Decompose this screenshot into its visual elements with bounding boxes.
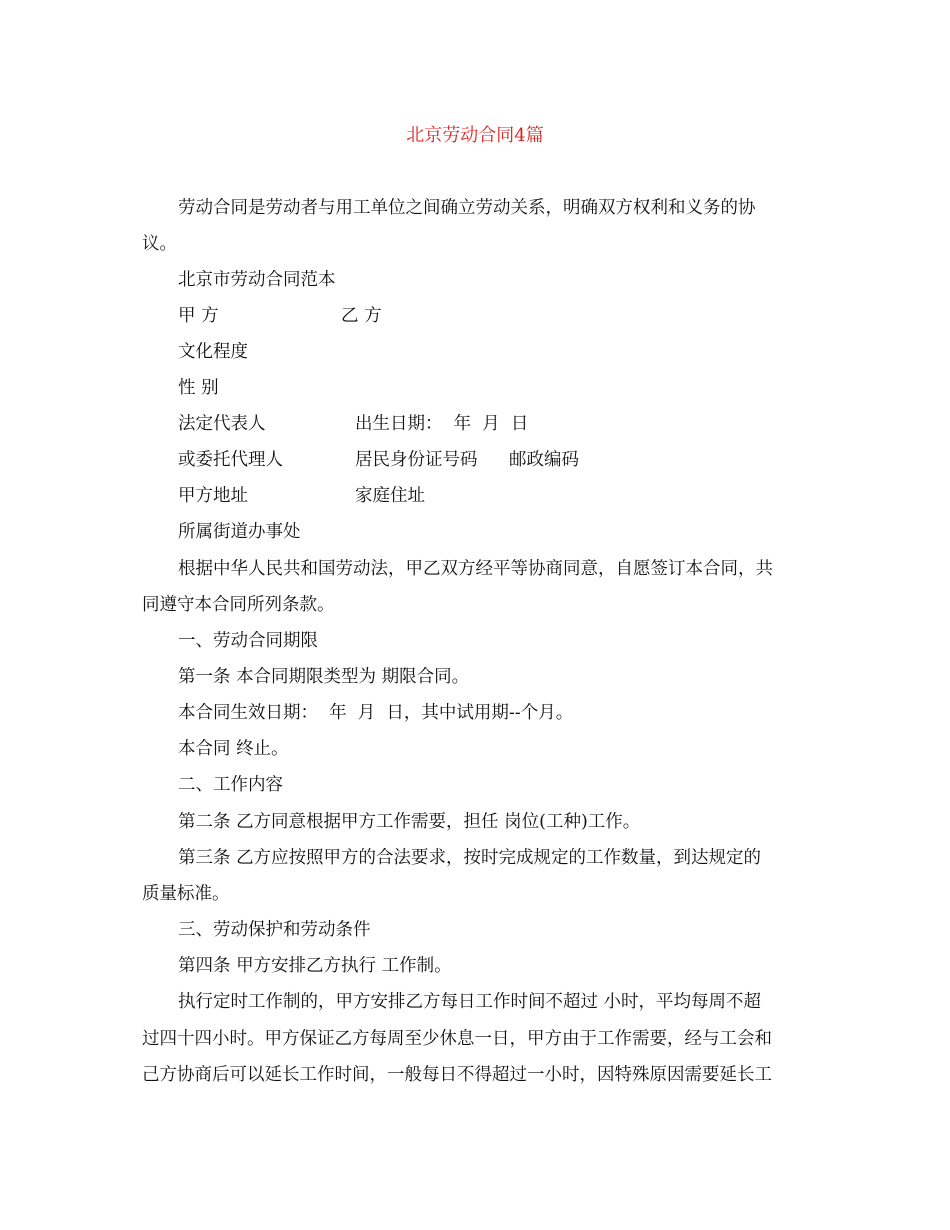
basis-line-1: 根据中华人民共和国劳动法，甲乙双方经平等协商同意，自愿签订本合同，共 — [178, 559, 773, 579]
birth-date-label: 出生日期： 年 月 日 — [355, 414, 529, 434]
article-3-line-1: 第三条 乙方应按照甲方的合法要求，按时完成规定的工作数量，到达规定的 — [178, 848, 762, 868]
legal-rep-label: 法定代表人 — [178, 414, 266, 434]
agent-label: 或委托代理人 — [178, 450, 283, 470]
hours-line-2: 过四十四小时。甲方保证乙方每周至少休息一日，甲方由于工作需要，经与工会和 — [142, 1029, 772, 1049]
article-2: 第二条 乙方同意根据甲方工作需要，担任 岗位(工种)工作。 — [178, 812, 641, 832]
gender-label: 性 别 — [178, 378, 219, 398]
hours-line-3: 己方协商后可以延长工作时间，一般每日不得超过一小时，因特殊原因需要延长工 — [142, 1065, 772, 1085]
postal-code-label: 邮政编码 — [509, 450, 579, 470]
hours-line-1: 执行定时工作制的，甲方安排乙方每日工作时间不超过 小时，平均每周不超 — [178, 992, 762, 1012]
subdistrict-label: 所属街道办事处 — [178, 522, 301, 542]
intro-line-1: 劳动合同是劳动者与用工单位之间确立劳动关系，明确双方权利和义务的协 — [178, 198, 756, 218]
article-4: 第四条 甲方安排乙方执行 工作制。 — [178, 956, 452, 976]
document-title: 北京劳动合同4篇 — [406, 125, 544, 146]
party-a-address-label: 甲方地址 — [178, 486, 248, 506]
party-b-label: 乙 方 — [341, 306, 382, 326]
template-title: 北京市劳动合同范本 — [178, 270, 336, 290]
article-3-line-2: 质量标准。 — [142, 884, 230, 904]
education-label: 文化程度 — [178, 342, 248, 362]
section-heading-1: 一、劳动合同期限 — [178, 631, 318, 651]
home-address-label: 家庭住址 — [355, 486, 425, 506]
intro-line-2: 议。 — [142, 234, 177, 254]
section-heading-3: 三、劳动保护和劳动条件 — [178, 920, 371, 940]
id-number-label: 居民身份证号码 — [355, 450, 478, 470]
party-a-label: 甲 方 — [178, 306, 219, 326]
termination-line: 本合同 终止。 — [178, 739, 289, 759]
article-1: 第一条 本合同期限类型为 期限合同。 — [178, 667, 470, 687]
section-heading-2: 二、工作内容 — [178, 775, 283, 795]
basis-line-2: 同遵守本合同所列条款。 — [142, 595, 335, 615]
effective-date-line: 本合同生效日期： 年 月 日，其中试用期--个月。 — [178, 703, 574, 723]
